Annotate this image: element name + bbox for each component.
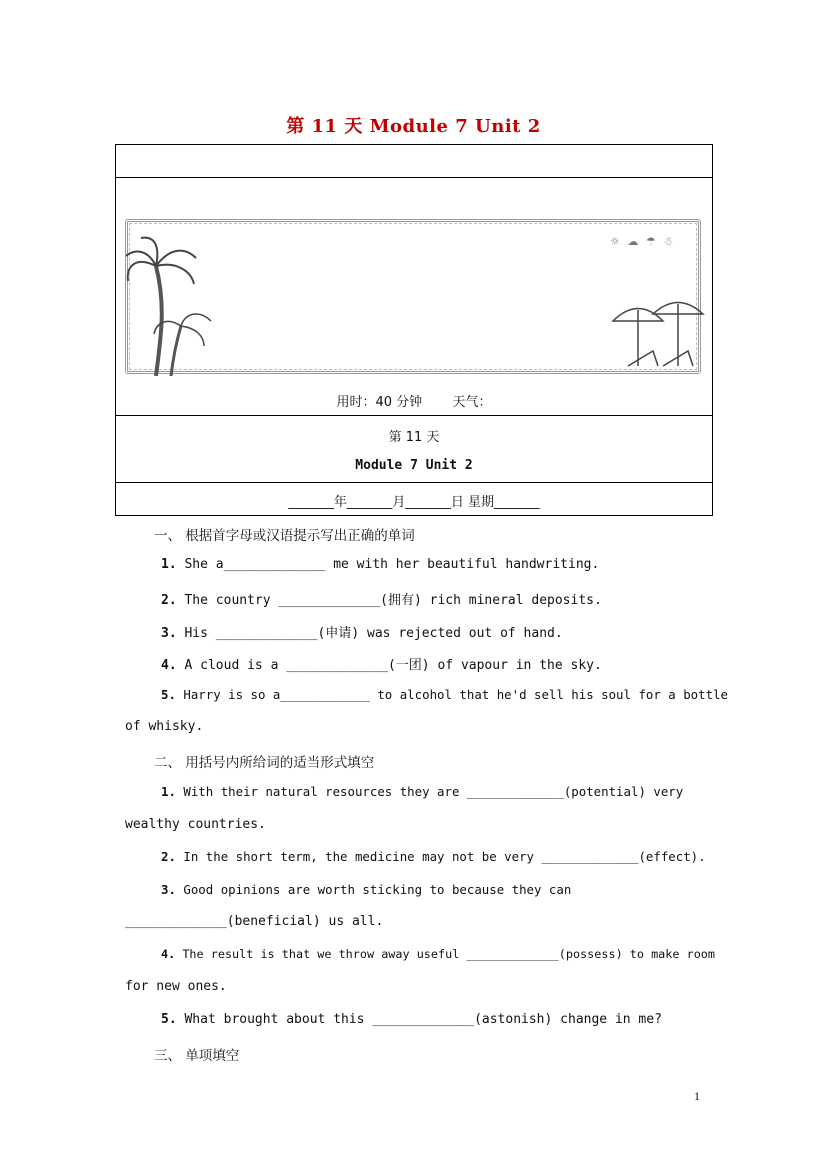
- list-item: 3. His _____________(申请) was rejected out of hand.: [161, 626, 563, 641]
- module-label: Module 7 Unit 2: [355, 458, 473, 473]
- list-item: 1. With their natural resources they are _____________(potential) very: [161, 784, 684, 799]
- section-heading: 三、 单项填空: [154, 1048, 240, 1064]
- header-date-row: [115, 482, 713, 516]
- list-item-continuation: for new ones.: [125, 979, 227, 994]
- date-line: _______年_______月_______日 星期_______: [288, 495, 540, 510]
- section-heading: 二、 用括号内所给词的适当形式填空: [154, 755, 375, 771]
- list-item: 5. Harry is so a____________ to alcohol that he'd sell his soul for a bottle: [161, 687, 728, 702]
- list-item-continuation: of whisky.: [125, 719, 204, 734]
- list-item: 1. She a_____________ me with her beautiful handwriting.: [161, 557, 600, 572]
- header-day-row: [115, 415, 713, 483]
- weather-icons: ☼ ☁ ☂ ☃: [610, 235, 676, 248]
- page-number: 1: [694, 1089, 700, 1103]
- section-heading: 一、 根据首字母或汉语提示写出正确的单词: [154, 528, 415, 544]
- list-item: 4. A cloud is a _____________(一团) of vapour in the sky.: [161, 658, 602, 673]
- beach-umbrellas-illustration: [608, 296, 708, 376]
- list-item: 4. The result is that we throw away useful _____________(possess) to make room: [161, 947, 716, 961]
- page-title: 第 11 天 Module 7 Unit 2: [286, 116, 541, 137]
- list-item: 2. In the short term, the medicine may not be very _____________(effect).: [161, 849, 706, 864]
- list-item-continuation: _____________(beneficial) us all.: [125, 914, 384, 929]
- time-label: 用时：40 分钟: [336, 395, 423, 410]
- palm-trees-illustration: [126, 236, 216, 376]
- list-item: 3. Good opinions are worth sticking to because they can: [161, 882, 572, 897]
- weather-label: 天气：: [452, 395, 492, 410]
- header-empty-row: [115, 144, 713, 178]
- header-image-row: [115, 177, 713, 416]
- list-item: 5. What brought about this _____________(astonish) change in me?: [161, 1012, 662, 1027]
- day-label: 第 11 天: [388, 430, 440, 445]
- list-item-continuation: wealthy countries.: [125, 817, 266, 832]
- list-item: 2. The country _____________(拥有) rich mineral deposits.: [161, 593, 602, 608]
